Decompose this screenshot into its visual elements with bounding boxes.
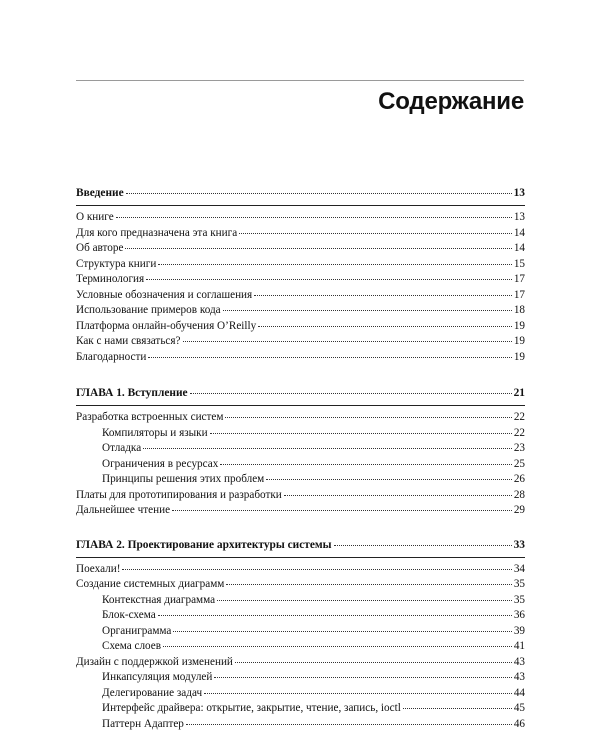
dot-leader (258, 326, 512, 327)
dot-leader (403, 708, 512, 709)
toc-entry-page: 17 (513, 273, 525, 285)
toc-entry-label: Схема слоев (102, 640, 162, 652)
toc-subentry[interactable] (76, 718, 525, 734)
toc-entry-label: Для кого предназначена эта книга (76, 226, 238, 239)
toc-entry-page: 17 (513, 288, 525, 301)
dot-leader (204, 693, 512, 694)
toc-entry[interactable] (76, 335, 525, 351)
dot-leader (158, 615, 512, 616)
toc-entry-page: 19 (513, 335, 525, 347)
toc-entry[interactable] (76, 563, 525, 579)
toc-entry-page: 26 (513, 473, 525, 485)
toc-entry-label: Использование примеров кода (76, 304, 221, 316)
dot-leader (266, 479, 512, 480)
toc-subentry[interactable] (76, 702, 525, 718)
dot-leader (210, 433, 512, 434)
dot-leader (172, 510, 512, 511)
toc-entry[interactable] (76, 504, 525, 520)
toc-entry-page: 35 (513, 578, 525, 590)
dot-leader (334, 545, 512, 546)
dot-leader (143, 448, 512, 449)
toc-entry[interactable] (76, 304, 525, 320)
toc-entry-page: 14 (513, 226, 525, 239)
dot-leader (190, 393, 512, 394)
toc-entry-label: Паттерн Адаптер (102, 717, 184, 730)
toc-entry-page: 34 (513, 562, 525, 575)
dot-leader (163, 646, 512, 647)
dot-leader (284, 495, 512, 496)
dot-leader (239, 233, 512, 234)
toc-entry[interactable] (76, 351, 525, 367)
toc-subentry[interactable] (76, 640, 525, 656)
dot-leader (116, 217, 512, 218)
toc-entry-label: Компиляторы и языки (102, 426, 208, 439)
toc-entry-page: 36 (513, 609, 525, 621)
toc-entry-page: 13 (513, 211, 525, 223)
toc-entry-label: Разработка встроенных систем (76, 411, 224, 423)
toc-entry-page: 23 (513, 442, 525, 454)
toc-entry-page: 43 (513, 655, 525, 668)
toc-entry-label: Отладка (102, 442, 142, 454)
dot-leader (158, 264, 511, 265)
toc-entry-label: Инкапсуляция модулей (102, 671, 213, 683)
dot-leader (235, 662, 512, 663)
toc-heading-chapter-1[interactable] (76, 387, 525, 403)
toc-entry-label: Дизайн с поддержкой изменений (76, 655, 233, 668)
toc-entry[interactable] (76, 273, 525, 289)
toc-entry-label: Условные обозначения и соглашения (76, 288, 253, 301)
toc-entry-page: 19 (513, 350, 525, 363)
toc-subentry[interactable] (76, 442, 525, 458)
toc-heading-intro[interactable] (76, 187, 525, 203)
dot-leader (217, 600, 512, 601)
toc-entry-page: 43 (513, 671, 525, 683)
toc-entry-label: Платы для прототипирования и разработки (76, 488, 282, 501)
toc-heading-label: ГЛАВА 1. Вступление (76, 387, 188, 399)
toc-entry-label: О книге (76, 211, 114, 223)
toc-subentry[interactable] (76, 473, 525, 489)
toc-entry-label: Благодарности (76, 350, 147, 363)
section-rule (76, 557, 525, 558)
toc-section-chapter-1 (76, 387, 525, 520)
toc-entry[interactable] (76, 489, 525, 505)
toc-entry-label: Как с нами связаться? (76, 335, 181, 347)
dot-leader (214, 677, 511, 678)
toc-entry[interactable] (76, 411, 525, 427)
toc-entry-page: 29 (513, 504, 525, 516)
toc-subentry[interactable] (76, 625, 525, 641)
toc-section-intro (76, 187, 525, 366)
table-of-contents (76, 187, 525, 754)
toc-entry[interactable] (76, 320, 525, 336)
toc-subentry[interactable] (76, 671, 525, 687)
toc-entry[interactable] (76, 258, 525, 274)
toc-subentry[interactable] (76, 427, 525, 443)
toc-entry-page: 28 (513, 488, 525, 501)
toc-entry[interactable] (76, 227, 525, 243)
dot-leader (225, 417, 511, 418)
toc-entry[interactable] (76, 211, 525, 227)
toc-entry[interactable] (76, 656, 525, 672)
toc-entry-label: Блок-схема (102, 609, 156, 621)
page-title: Содержание (378, 88, 524, 115)
toc-heading-page: 21 (513, 387, 525, 399)
toc-heading-page: 33 (513, 538, 525, 551)
toc-heading-page: 13 (513, 187, 525, 199)
toc-entry-page: 25 (513, 457, 525, 470)
top-rule (76, 80, 524, 81)
toc-subentry[interactable] (76, 458, 525, 474)
toc-entry-page: 18 (513, 304, 525, 316)
toc-entry-label: Интерфейс драйвера: открытие, закрытие, чтение, запись, ioctl (102, 702, 401, 714)
dot-leader (173, 631, 511, 632)
dot-leader (220, 464, 512, 465)
toc-entry-label: Дальнейшее чтение (76, 504, 171, 516)
toc-entry-label: Принципы решения этих проблем (102, 473, 265, 485)
dot-leader (148, 357, 511, 358)
toc-entry-label: Ограничения в ресурсах (102, 457, 219, 470)
toc-entry-label: Органиграмма (102, 624, 172, 637)
toc-entry[interactable] (76, 242, 525, 258)
toc-entry-label: Контекстная диаграмма (102, 593, 216, 606)
dot-leader (125, 248, 511, 249)
toc-entry-page: 22 (513, 426, 525, 439)
toc-entry-label: Делегирование задач (102, 686, 203, 699)
section-rule (76, 205, 525, 206)
toc-entry-page: 15 (513, 257, 525, 270)
dot-leader (226, 584, 511, 585)
toc-entry[interactable] (76, 578, 525, 594)
dot-leader (146, 279, 512, 280)
toc-entry-page: 35 (513, 593, 525, 606)
dot-leader (122, 569, 511, 570)
toc-entry-page: 44 (513, 686, 525, 699)
toc-entry-page: 22 (513, 411, 525, 423)
dot-leader (126, 193, 512, 194)
toc-entry[interactable] (76, 289, 525, 305)
toc-entry-label: Структура книги (76, 257, 157, 270)
dot-leader (254, 295, 512, 296)
toc-entry-label: Терминология (76, 273, 145, 285)
toc-entry-label: Поехали! (76, 562, 121, 575)
toc-heading-chapter-2[interactable] (76, 539, 525, 555)
toc-section-chapter-2 (76, 539, 525, 734)
section-rule (76, 405, 525, 406)
toc-entry-label: Создание системных диаграмм (76, 578, 225, 590)
toc-entry-page: 39 (513, 624, 525, 637)
toc-subentry[interactable] (76, 594, 525, 610)
toc-entry-label: Об авторе (76, 242, 124, 254)
toc-entry-page: 41 (513, 640, 525, 652)
toc-heading-label: ГЛАВА 2. Проектирование архитектуры системы (76, 538, 332, 551)
toc-entry-page: 45 (513, 702, 525, 714)
toc-subentry[interactable] (76, 687, 525, 703)
toc-entry-label: Платформа онлайн-обучения O’Reilly (76, 319, 257, 332)
toc-heading-label: Введение (76, 187, 124, 199)
toc-entry-page: 14 (513, 242, 525, 254)
toc-entry-page: 19 (513, 319, 525, 332)
dot-leader (186, 724, 512, 725)
toc-subentry[interactable] (76, 609, 525, 625)
toc-entry-page: 46 (513, 717, 525, 730)
dot-leader (223, 310, 512, 311)
dot-leader (183, 341, 512, 342)
